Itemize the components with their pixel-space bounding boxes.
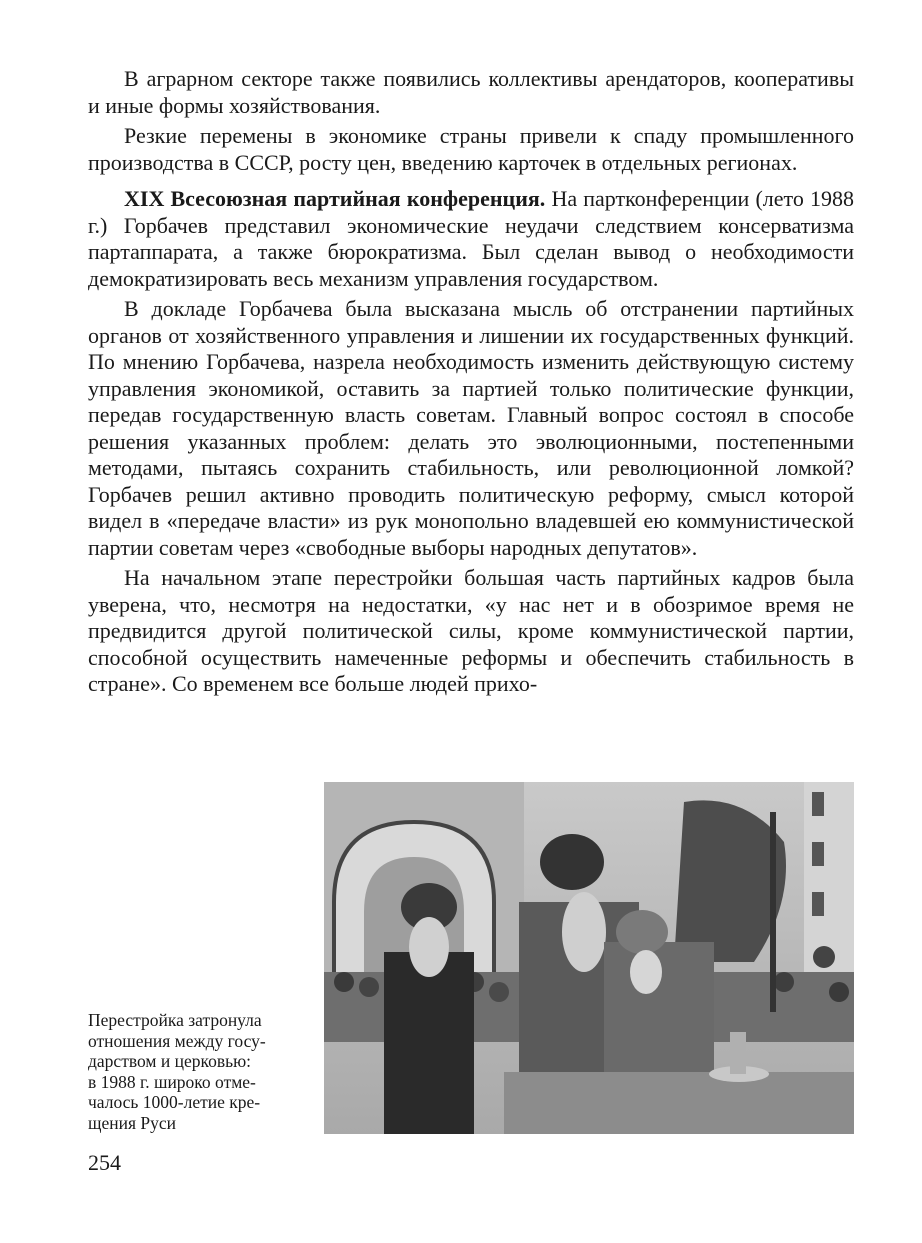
- caption-line: Перестройка затронула: [88, 1010, 262, 1030]
- paragraph-conference-body: На партконференции (лето 1988 г.) Горбачев представил экономические неудачи следствием консерватизма партаппарата, а также бюрократизма. Был сделан вывод о необходимости демократизировать весь механизм управления государством.: [88, 186, 854, 291]
- photo-illustration: [324, 782, 854, 1134]
- paragraph-economic-changes: Резкие перемены в экономике страны привели к спаду промышленного производства в СССР, росту цен, введению карточек в отдельных регионах.: [88, 123, 854, 175]
- page-number: 254: [88, 1150, 121, 1175]
- section-heading: XIX Всесоюзная партийная конференция.: [124, 186, 546, 211]
- caption-line: в 1988 г. широко отме-: [88, 1071, 256, 1092]
- photo-caption: [88, 1010, 316, 1133]
- caption-line: чалось 1000-летие кре-: [88, 1092, 261, 1112]
- caption-line: отношения между госу-: [88, 1030, 266, 1051]
- caption-line: щения Руси: [88, 1112, 177, 1133]
- caption-line: дарством и церковью:: [88, 1051, 252, 1071]
- paragraph-perestroika-stage: На начальном этапе перестройки большая часть партийных кадров была уверена, что, несмотря на недостатки, «у нас нет и в обозримое время не предвидится другой политической силы, кроме коммунистической партии, способной осуществить намеченные реформы и обеспечить стабильность в стране». Со временем все больше людей прихо-: [88, 565, 854, 696]
- paragraph-gorbachev-report: В докладе Горбачева была высказана мысль об отстранении партийных органов от хозяйственного управления и лишении их государственных функций. По мнению Горбачева, назрела необходимость изменить действующую систему управления экономикой, оставить за партией только политические функции, передав государственную власть советам. Главный вопрос состоял в способе решения указанных проблем: делать это эволюционными, постепенными методами, пытаясь сохранить стабильность, или революционной ломкой? Горбачев решил активно проводить политическую реформу, смысл которой видел в «передаче власти» из рук монопольно владевшей ею коммунистической партии советам через «свободные выборы народных депутатов».: [88, 296, 854, 560]
- main-text: [88, 66, 854, 698]
- paragraph-party-conference: [88, 186, 854, 292]
- paragraph-agrarian: В аграрном секторе также появились коллективы арендаторов, кооперативы и иные формы хозяйствования.: [88, 66, 854, 118]
- church-ceremony-photo: [324, 782, 854, 1134]
